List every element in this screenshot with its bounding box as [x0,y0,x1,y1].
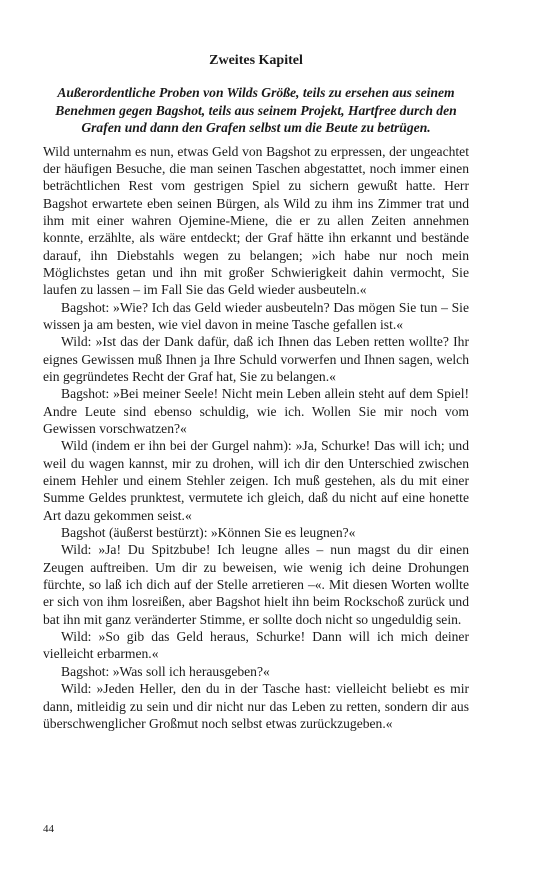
paragraph: Wild: »Jeden Heller, den du in der Tasche hast: vielleicht beliebt es mir dann, mitleidig zu sein und dir nicht nur das Leben zu retten, sondern dir aus überschwenglicher Großmut noch selbst etwas zurückzugeben.« [43,681,469,731]
paragraph: Wild unternahm es nun, etwas Geld von Bagshot zu erpressen, der ungeachtet der häufigen Besuche, die man seinen Taschen abgestattet, noch immer einen beträchtlichen Rest vom gestrigen Spiel zu sichern gewußt hatte. Herr Bagshot erwartete eben seinen Bürgen, als Wild zu ihm ins Zimmer trat und ihm mit einer wahren Ojemine-Miene, die er zu allen Zeiten annehmen konnte, erzählte, als wäre entdeckt; der Graf hätte ihn erkannt und bestände darauf, ihn Diebstahls wegen zu belangen; »ich habe nur noch mein Möglichstes getan und ihn mit großer Schwierigkeit dahin vermocht, Sie laufen zu lassen – im Fall Sie das Geld wieder ausbeuteln.« [43,143,469,298]
paragraph: Bagshot: »Bei meiner Seele! Nicht mein Leben allein steht auf dem Spiel! Andre Leute sind ebenso schuldig, wie ich. Wollen Sie mir noch vom Gewissen vorschwatzen?« [43,386,469,436]
paragraph: Wild: »Ja! Du Spitzbube! Ich leugne alles – nun magst du dir einen Zeugen auftreiben. Um dir zu beweisen, wie wenig ich deine Drohungen fürchte, so laß ich dich auf der Stelle arretieren –«. Mit diesen Worten wollte er sich von ihm losreißen, aber Bagshot hielt ihn beim Rockschoß zurück und bat ihn mit ganz veränderter Stimme, er sollte doch nicht so ungeduldig sein. [43,542,469,627]
paragraph: Wild (indem er ihn bei der Gurgel nahm): »Ja, Schurke! Das will ich; und weil du wagen kannst, mir zu drohen, will ich dir den Unterschied zwischen einem Hehler und einem Stehler zeigen. Ich muß gestehen, als du mit einer Summe Geldes prunktest, vermutete ich gleich, daß du nicht auf eine honette Art dazu gekommen seist.« [43,438,469,523]
body-text [43,143,469,733]
paragraph: Bagshot: »Was soll ich herausgeben?« [61,663,270,679]
paragraph: Bagshot: »Wie? Ich das Geld wieder ausbeuteln? Das mögen Sie tun – Sie wissen ja am besten, wie viel davon in meine Tasche gefallen ist.« [43,299,469,332]
book-page [43,52,469,732]
chapter-title: Zweites Kapitel [209,53,303,68]
paragraph: Wild: »Ist das der Dank dafür, daß ich Ihnen das Leben retten wollte? Ihr eignes Gewissen muß Ihnen ja Ihre Schuld vorwerfen und Ihnen sagen, welch ein gegründetes Recht der Graf hat, Sie zu belangen.« [43,334,469,384]
paragraph: Wild: »So gib das Geld heraus, Schurke! Dann will ich mich deiner vielleicht erbarmen.« [43,629,469,662]
paragraph: Bagshot (äußerst bestürzt): »Können Sie es leugnen?« [61,525,356,541]
chapter-summary: Außerordentliche Proben von Wilds Größe, teils zu ersehen aus seinem Benehmen gegen Bagshot, teils aus seinem Projekt, Hartfree durch den Grafen und dann den Grafen selbst um die Beute zu betrügen. [55,85,457,135]
page-number: 44 [43,823,54,835]
